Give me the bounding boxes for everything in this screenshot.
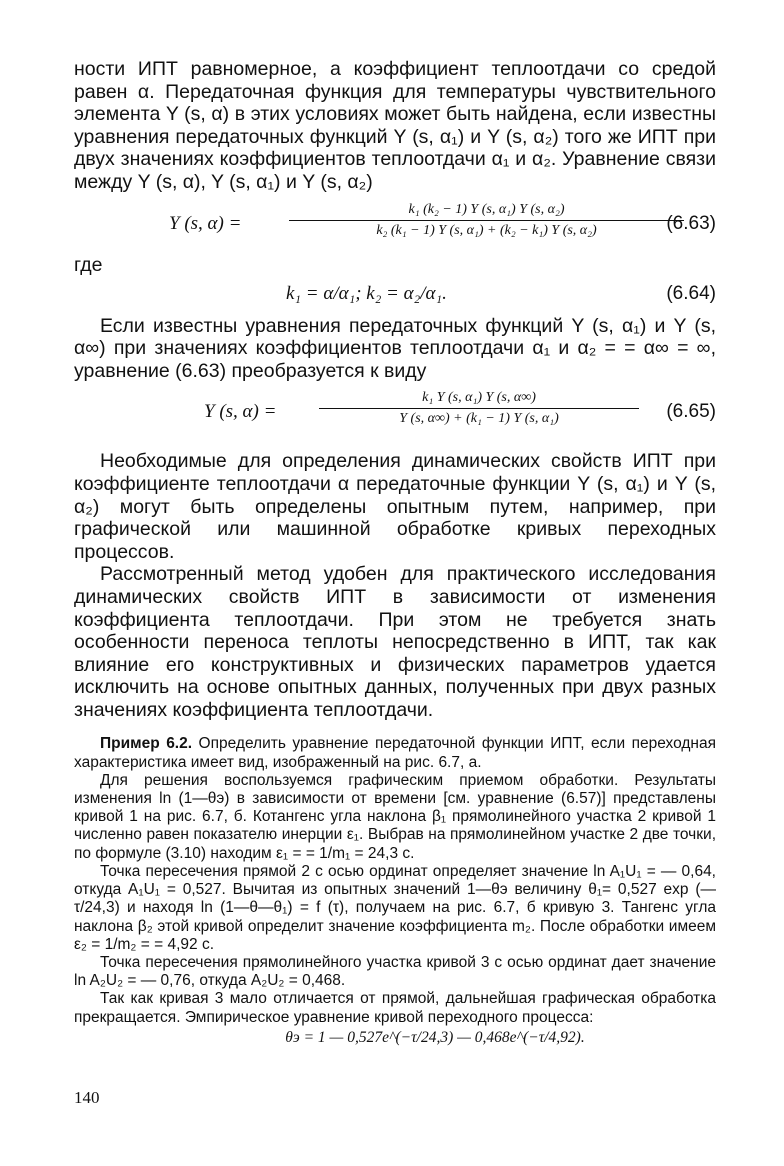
example-task: Определить уравнение передаточной функции ИПТ, если переходная характеристика имеет вид, изображенный на рис. 6.7, а. bbox=[74, 735, 716, 771]
example-label: Пример 6.2. bbox=[100, 735, 193, 753]
example-paragraph-1: Для решения воспользуемся графическим приемом обработки. Результаты изменения ln (1—θэ) в зависимости от времени [см. уравнение (6.57)] представлены кривой 1 на рис. 6.7, б. Котангенс угла наклона β₁ прямолинейного участка 2 кривой 1 численно равен показателю инерции ε₁. Выбрав на прямолинейном участке 2 две точки, по формуле (3.10) находим ε₁ = = 1/m₁ = 24,3 с. bbox=[74, 771, 716, 862]
equation-body: k₁ = α/α₁; k₂ = α₂/α₁. bbox=[286, 282, 447, 304]
final-equation: θэ = 1 — 0,527e^(−τ/24,3) — 0,468e^(−τ/4,92). bbox=[285, 1028, 585, 1046]
equation-fraction bbox=[289, 202, 684, 239]
page-number: 140 bbox=[74, 1088, 100, 1107]
example-paragraph-3: Точка пересечения прямолинейного участка кривой 3 с осью ординат дает значение ln A₂U₂ = — 0,76, откуда A₂U₂ = 0,468. bbox=[74, 953, 716, 990]
paragraph-2: Если известны уравнения передаточных функций Y (s, α₁) и Y (s, α∞) при значениях коэффициентов теплоотдачи α₁ и α₂ = = α∞ = ∞, уравнение (6.63) преобразуется к виду bbox=[74, 314, 716, 382]
equation-6-64 bbox=[74, 283, 716, 305]
equation-number: (6.64) bbox=[666, 282, 716, 304]
example-paragraph-4: Так как кривая 3 мало отличается от прямой, дальнейшая графическая обработка прекращается. Эмпирическое уравнение кривой переходного процесса: bbox=[74, 990, 716, 1026]
equation-denominator: k₂ (k₁ − 1) Y (s, α₁) + (k₂ − k₁) Y (s, α₂) bbox=[376, 222, 597, 238]
equation-6-63 bbox=[74, 202, 716, 248]
equation-numerator: k₁ Y (s, α₁) Y (s, α∞) bbox=[319, 390, 639, 409]
where-label: где bbox=[74, 253, 103, 276]
equation-numerator: k₁ (k₂ − 1) Y (s, α₁) Y (s, α₂) bbox=[289, 202, 684, 221]
equation-lhs: Y (s, α) = bbox=[169, 212, 242, 234]
example-heading bbox=[74, 735, 716, 771]
paragraph-1: ности ИПТ равномерное, а коэффициент теплоотдачи со средой равен α. Передаточная функция для температуры чувствительного элемента Y (s, α) в этих условиях может быть найдена, если известны уравнения передаточных функций Y (s, α₁) и Y (s, α₂) того же ИПТ при двух значениях коэффициентов теплоотдачи α₁ и α₂. Уравнение связи между Y (s, α), Y (s, α₁) и Y (s, α₂) bbox=[74, 58, 716, 193]
equation-number: (6.63) bbox=[666, 212, 716, 234]
equation-lhs: Y (s, α) = bbox=[204, 401, 277, 423]
paragraph-4: Рассмотренный метод удобен для практического исследования динамических свойств ИПТ в зависимости от изменения коэффициента теплоотдачи. При этом не требуется знать особенности переноса теплоты непосредственно в ИПТ, так как влияние его конструктивных и физических параметров удается исключить на основе опытных данных, полученных при двух разных значениях коэффициента теплоотдачи. bbox=[74, 563, 716, 721]
equation-number: (6.65) bbox=[666, 401, 716, 423]
page-body bbox=[74, 58, 716, 1047]
equation-denominator: Y (s, α∞) + (k₁ − 1) Y (s, α₁) bbox=[399, 411, 559, 427]
paragraph-3: Необходимые для определения динамических свойств ИПТ при коэффициенте теплоотдачи α передаточные функции Y (s, α₁) и Y (s, α₂) могут быть определены опытным путем, например, при графической или машинной обработке кривых переходных процессов. bbox=[74, 450, 716, 563]
equation-6-65 bbox=[74, 390, 716, 436]
equation-fraction bbox=[319, 390, 639, 427]
example-paragraph-2: Точка пересечения прямой 2 с осью ординат определяет значение ln A₁U₁ = — 0,64, откуда A₁U₁ = 0,527. Вычитая из опытных значений 1—θэ величину θ₁= 0,527 exp (— τ/24,3) и находя ln (1—θ—θ₁) = f (τ), получаем на рис. 6.7, б кривую 3. Тангенс угла наклона β₂ этой кривой определит значение коэффициента m₂. После обработки имеем ε₂ = 1/m₂ = = 4,92 с. bbox=[74, 862, 716, 953]
